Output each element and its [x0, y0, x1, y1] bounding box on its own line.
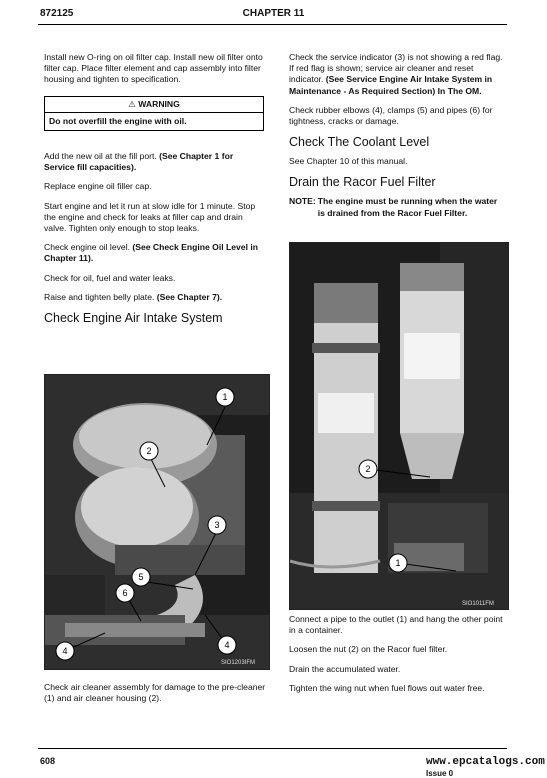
paragraph-loosen-nut: Loosen the nut (2) on the Racor fuel filter. — [289, 644, 448, 655]
right-column — [289, 52, 505, 219]
left-caption-block — [44, 682, 268, 712]
svg-text:4: 4 — [224, 640, 230, 650]
callout-5 — [132, 568, 150, 586]
paragraph-drain-water: Drain the accumulated water. — [289, 663, 401, 674]
paragraph-start-engine: Start engine and let it run at slow idle for 1 minute. Stop the engine and check for leaks at filler cap and drain valve. Tighten only enough to stop leaks. — [44, 200, 256, 234]
svg-text:4: 4 — [62, 646, 68, 656]
warning-title: ⚠ WARNING — [45, 97, 263, 113]
callout-6 — [116, 584, 134, 602]
footer-right — [426, 756, 547, 778]
callout-3 — [208, 516, 226, 534]
photo-air-intake — [44, 374, 270, 670]
paragraph-connect-pipe: Connect a pipe to the outlet (1) and hang the other point in a container. — [289, 614, 503, 636]
page-number: 608 — [40, 756, 56, 766]
svg-text:2: 2 — [365, 464, 371, 474]
heading-coolant: Check The Coolant Level — [289, 135, 430, 150]
photo1-code: SIO1203IFM — [221, 660, 256, 666]
photo2-code: SIO1011FM — [462, 601, 494, 607]
header-divider — [38, 24, 507, 25]
paragraph-see-chapter-10: See Chapter 10 of this manual. — [289, 156, 408, 167]
svg-text:3: 3 — [214, 520, 220, 530]
heading-air-intake: Check Engine Air Intake System — [44, 311, 223, 326]
svg-text:1: 1 — [222, 392, 228, 402]
document-number: 872125 — [40, 8, 74, 19]
paragraph-rubber-elbows: Check rubber elbows (4), clamps (5) and pipes (6) for tightness, cracks or damage. — [289, 104, 493, 127]
callout-4-right — [218, 636, 236, 654]
callout-1 — [216, 388, 234, 406]
heading-racor: Drain the Racor Fuel Filter — [289, 175, 436, 190]
note-label: NOTE: — [289, 196, 316, 207]
issue-label: Issue 0 — [426, 769, 454, 778]
paragraph-replace-cap: Replace engine oil filler cap. — [44, 181, 152, 192]
footer-divider — [38, 748, 507, 749]
caption-air-cleaner: Check air cleaner assembly for damage to the pre-cleaner (1) and air cleaner housing (2). — [44, 682, 266, 704]
paragraph-add-oil: Add the new oil at the fill port. (See Chapter 1 for Service fill capacities). — [44, 151, 234, 173]
paragraph-install-oring: Install new O-ring on oil filter cap. Install new oil filter onto filter cap. Place filter element and cap assembly into filter housing and tighten to specification. — [44, 52, 263, 85]
note-text: The engine must be running when the water is drained from the Racor Fuel Filter. — [317, 196, 498, 218]
warning-text: Do not overfill the engine with oil. — [49, 115, 187, 126]
warning-box — [44, 96, 264, 131]
watermark-url: www.epcatalogs.com — [426, 756, 545, 768]
right-bottom-block — [289, 614, 507, 702]
note-block — [289, 196, 505, 218]
photo-racor-filter — [289, 242, 509, 610]
paragraph-tighten-wingnut: Tighten the wing nut when fuel flows out water free. — [289, 682, 485, 693]
svg-text:1: 1 — [395, 558, 401, 568]
left-column — [44, 52, 264, 332]
callout-2 — [140, 442, 158, 460]
paragraph-check-leaks: Check for oil, fuel and water leaks. — [44, 272, 176, 283]
svg-text:2: 2 — [146, 446, 152, 456]
svg-text:5: 5 — [138, 572, 144, 582]
svg-text:6: 6 — [122, 588, 128, 598]
paragraph-check-level: Check engine oil level. (See Check Engine Oil Level in Chapter 11). — [44, 242, 258, 264]
paragraph-service-indicator: Check the service indicator (3) is not showing a red flag. If red flag is shown; service air cleaner and reset indicator. (See Service Engine Air Intake System in Maintenance - As Required Section) In The OM. — [289, 52, 503, 96]
chapter-title: CHAPTER 11 — [242, 8, 305, 19]
callout-4-left — [56, 642, 74, 660]
paragraph-belly-plate: Raise and tighten belly plate. (See Chapter 7). — [44, 291, 223, 302]
callout-1-racor — [389, 554, 407, 572]
callout-2-racor — [359, 460, 377, 478]
